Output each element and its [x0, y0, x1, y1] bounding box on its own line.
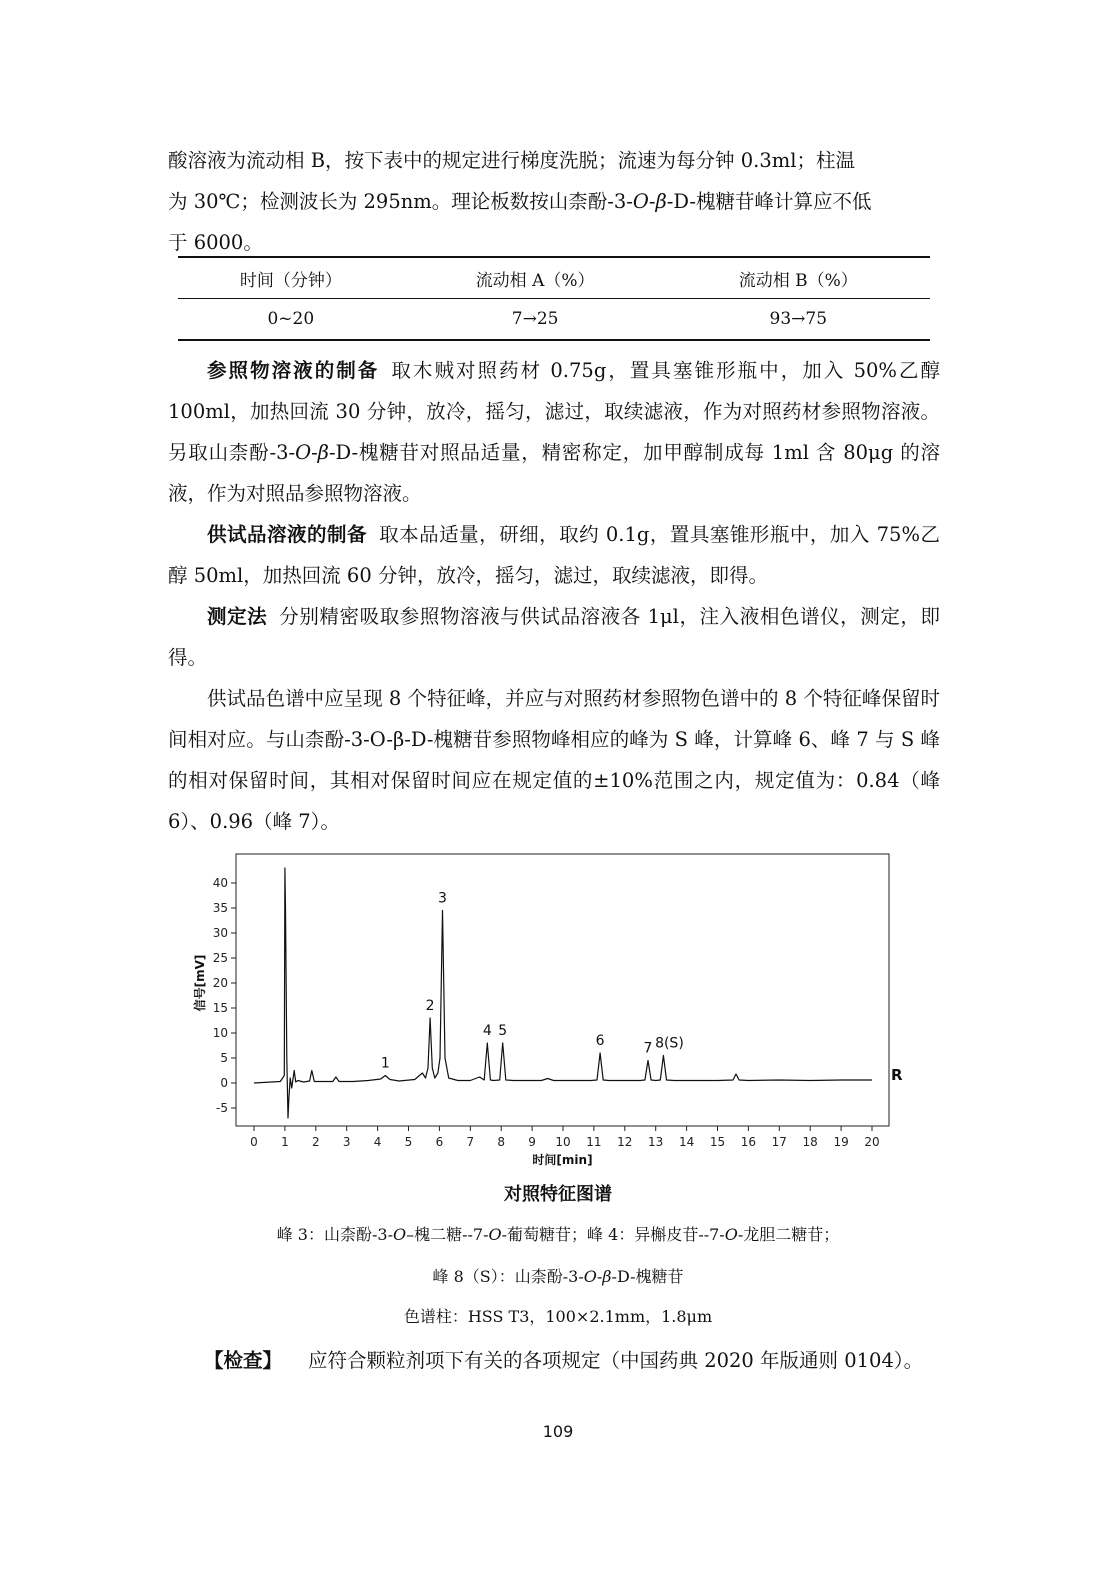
- x-tick-label: 5: [404, 1135, 413, 1149]
- table-header: 流动相 B（%）: [667, 257, 930, 299]
- paragraph-mobile-phase: [168, 140, 940, 263]
- x-tick-label: 7: [466, 1135, 475, 1149]
- table-cell: 7→25: [404, 299, 667, 341]
- x-tick-label: 12: [617, 1135, 633, 1149]
- italic-beta: β: [317, 441, 329, 464]
- italic-beta: β: [602, 1267, 612, 1286]
- x-tick-label: 15: [709, 1135, 726, 1149]
- table-cell: 93→75: [667, 299, 930, 341]
- table-header: 流动相 A（%）: [404, 257, 667, 299]
- section-heading: 测定法: [207, 605, 268, 628]
- text: 取木贼对照药材 0.75g，置具塞锥形瓶中，加入 50%乙醇 100ml，加热回流 30 分钟，放冷，摇匀，滤过，取续滤液，作为对照药材参照物溶液。另取山柰酚-3-: [168, 359, 940, 464]
- peak-label: 3: [438, 890, 447, 907]
- italic-o: O: [583, 1267, 597, 1286]
- italic-o: O: [632, 190, 649, 213]
- peak-label: 1: [380, 1055, 390, 1072]
- paragraph-reference-solution: [168, 350, 940, 514]
- y-tick-label: 15: [212, 1001, 228, 1015]
- text: -龙胆二糖苷；: [737, 1225, 840, 1244]
- x-tick-label: 16: [740, 1135, 757, 1149]
- x-tick-label: 11: [586, 1135, 602, 1149]
- peak-label: 7: [643, 1040, 653, 1057]
- x-tick-label: 3: [342, 1135, 351, 1149]
- text: 供试品色谱中应呈现 8 个特征峰，并应与对照药材参照物色谱中的 8 个特征峰保留时间相对应。与山柰酚-3-O-β-D-槐糖苷参照物峰相应的峰为 S 峰，计算峰 6、峰 7 与 S 峰的相对保留时间，其相对保留时间应在规定值的±10%范围之内，规定值为：0.84（峰 6）、0.96（峰 7）。: [168, 687, 940, 833]
- text: 应符合颗粒剂项下有关的各项规定（中国药典 2020 年版通则 0104）。: [308, 1349, 924, 1372]
- text: –槐二糖--7-: [406, 1225, 489, 1244]
- note-line: [0, 1264, 1116, 1287]
- peak-label: 4: [482, 1023, 492, 1039]
- y-tick-label: 25: [212, 951, 228, 965]
- side-label: R: [891, 1066, 903, 1084]
- section-heading: 参照物溶液的制备: [207, 359, 380, 382]
- table-row: [178, 299, 930, 341]
- x-tick-label: 2: [311, 1135, 320, 1149]
- text-line: 酸溶液为流动相 B，按下表中的规定进行梯度洗脱；流速为每分钟 0.3ml；柱温: [168, 149, 855, 172]
- y-tick-label: 40: [212, 876, 228, 890]
- paragraph-criteria: [168, 678, 940, 842]
- chromatogram-chart: [186, 848, 903, 1168]
- text: 取本品适量，研细，取约 0.1g，置具塞锥形瓶中，加入 75%乙醇 50ml，加热回流 60 分钟，放冷，摇匀，滤过，取续滤液，即得。: [168, 523, 940, 587]
- y-tick-label: 30: [212, 926, 228, 940]
- text: 峰 8（S）：山柰酚-3-: [432, 1267, 584, 1286]
- x-tick-label: 14: [678, 1135, 695, 1149]
- x-tick-label: 17: [771, 1135, 787, 1149]
- y-axis-label: 信号[mV]: [193, 954, 207, 1012]
- table-cell: 0~20: [178, 299, 404, 341]
- y-tick-label: 0: [220, 1076, 228, 1090]
- y-tick-label: 20: [212, 976, 228, 990]
- y-tick-label: 10: [212, 1026, 228, 1040]
- paragraph-check: [168, 1340, 940, 1382]
- x-tick-label: 13: [648, 1135, 664, 1149]
- text-line: 于 6000。: [168, 231, 263, 254]
- y-tick-label: 5: [220, 1051, 228, 1065]
- table-header: 时间（分钟）: [178, 257, 404, 299]
- text: -葡萄糖苷；峰 4：异槲皮苷--7-: [501, 1225, 725, 1244]
- y-tick-label: 35: [212, 901, 228, 915]
- x-tick-label: 20: [864, 1135, 880, 1149]
- table-header-row: [178, 257, 930, 299]
- italic-o: O: [488, 1225, 502, 1244]
- peak-label: 5: [498, 1023, 508, 1039]
- text: 分别精密吸取参照物溶液与供试品溶液各 1μl，注入液相色谱仪，测定，即得。: [168, 605, 940, 669]
- peak-label: 2: [425, 998, 435, 1014]
- y-tick-label: -5: [216, 1101, 228, 1115]
- peak-label: 8(S): [655, 1035, 684, 1052]
- note-line-column: 色谱柱：HSS T3，100×2.1mm，1.8μm: [403, 1307, 713, 1326]
- x-tick-label: 9: [528, 1135, 536, 1149]
- chart-title: 对照特征图谱: [504, 1184, 612, 1205]
- text: 峰 3：山柰酚-3-: [276, 1225, 393, 1244]
- text: -D-槐糖苷对照品适量，精密称定，加甲醇制成每 1ml 含 80μg 的溶液，作为对照品参照物溶液。: [168, 441, 940, 505]
- text: -: [648, 190, 656, 213]
- section-heading: 供试品溶液的制备: [207, 523, 368, 546]
- page-number: 109: [542, 1422, 574, 1441]
- x-tick-label: 8: [497, 1135, 506, 1149]
- paragraph-method: [168, 596, 940, 678]
- x-tick-label: 6: [435, 1135, 444, 1149]
- italic-o: O: [392, 1225, 407, 1244]
- text: -: [596, 1267, 603, 1286]
- x-axis-label: 时间[min]: [532, 1153, 593, 1167]
- text: -: [311, 441, 318, 464]
- plot-frame: [236, 854, 889, 1126]
- italic-o: O: [295, 441, 312, 464]
- x-tick-label: 10: [555, 1135, 571, 1149]
- x-tick-label: 4: [373, 1135, 382, 1149]
- x-tick-label: 1: [281, 1135, 289, 1149]
- text: -D-槐糖苷: [611, 1267, 684, 1286]
- text-line: 为 30℃；检测波长为 295nm。理论板数按山柰酚-3-: [168, 190, 633, 213]
- x-tick-label: 19: [833, 1135, 849, 1149]
- italic-o: O: [724, 1225, 738, 1244]
- note-line: [0, 1222, 1116, 1245]
- paragraph-test-solution: [168, 514, 940, 596]
- italic-beta: β: [655, 190, 667, 213]
- peak-label: 6: [595, 1033, 605, 1049]
- section-heading: 【检查】: [204, 1349, 283, 1372]
- x-tick-label: 18: [802, 1135, 818, 1149]
- x-tick-label: 0: [250, 1135, 258, 1149]
- gradient-table: [178, 256, 930, 341]
- text-line: -D-槐糖苷峰计算应不低: [666, 190, 872, 213]
